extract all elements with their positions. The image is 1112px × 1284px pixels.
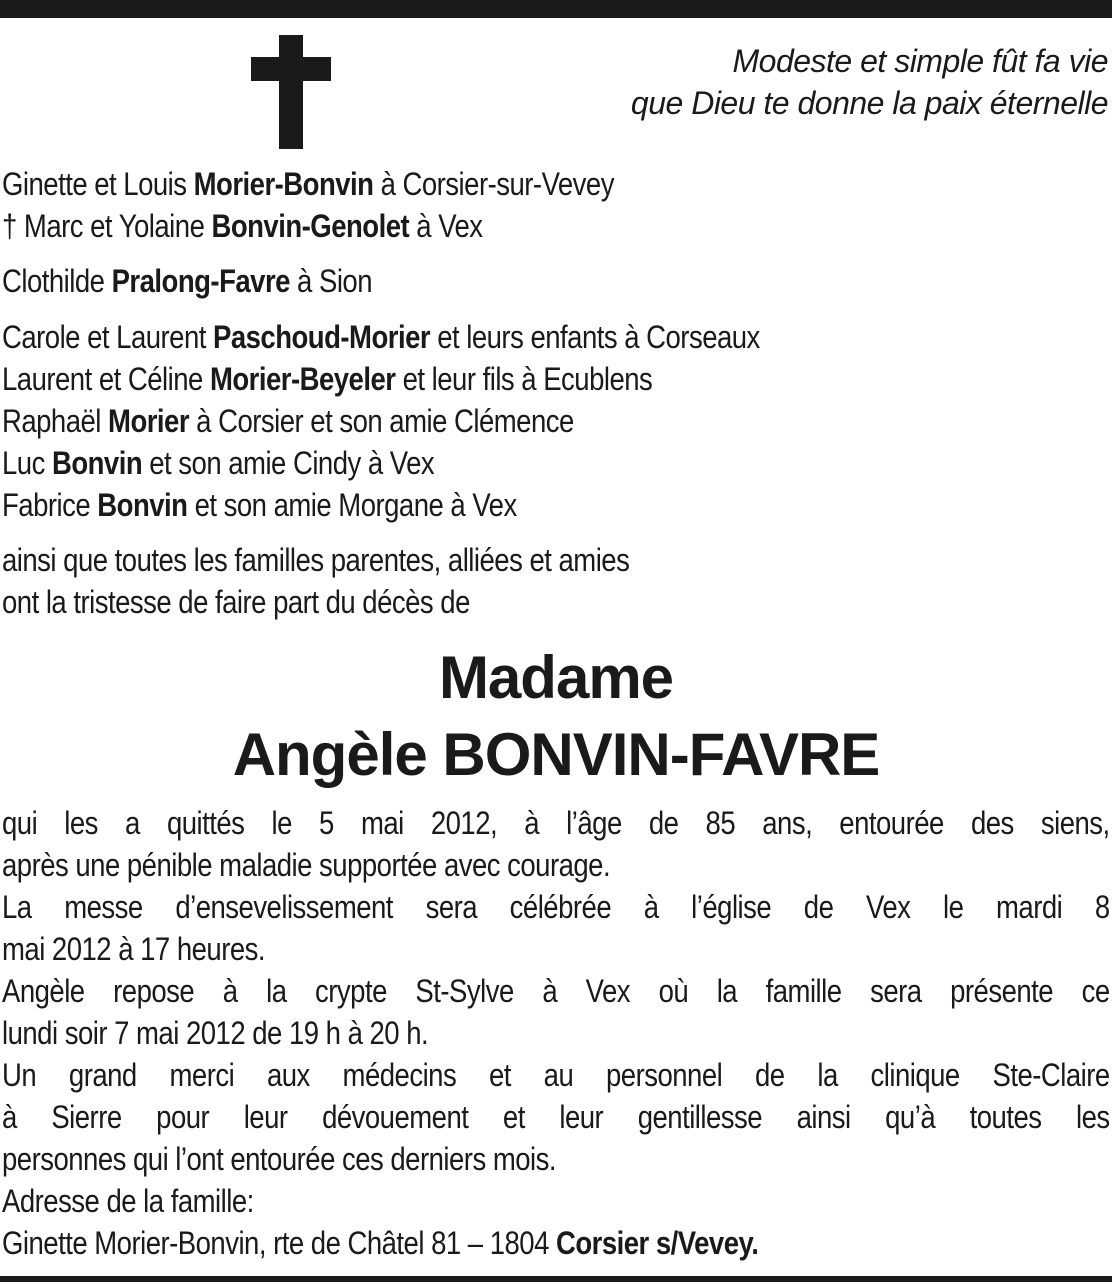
family-line: Ginette et Louis Morier-Bonvin à Corsier-sur-Vevey (2, 166, 614, 202)
cross-icon (251, 35, 331, 149)
bottom-rule (0, 1276, 1112, 1282)
family-line: Carole et Laurent Paschoud-Morier et leurs enfants à Corseaux (2, 319, 760, 355)
body-line: à Sierre pour leur dévouement et leur gentillesse ainsi qu’à toutes les (2, 1099, 1110, 1135)
body-line: lundi soir 7 mai 2012 de 19 h à 20 h. (2, 1015, 429, 1051)
family-address: Ginette Morier-Bonvin, rte de Châtel 81 – 1804 Corsier s/Vevey. (2, 1225, 759, 1261)
body-line: mai 2012 à 17 heures. (2, 931, 266, 967)
body-line: personnes qui l’ont entourée ces derniers mois. (2, 1141, 557, 1177)
body-line: Adresse de la famille: (2, 1183, 254, 1219)
body-line: La messe d’ensevelissement sera célébrée à l’église de Vex le mardi 8 (2, 889, 1110, 925)
body-line: Angèle repose à la crypte St-Sylve à Vex où la famille sera présente ce (2, 973, 1110, 1009)
motto-line-1: Modeste et simple fût fa vie (732, 43, 1108, 79)
body-line: qui les a quittés le 5 mai 2012, à l’âge de 85 ans, entourée des siens, (2, 805, 1110, 841)
family-line: Raphaël Morier à Corsier et son amie Clémence (2, 403, 574, 439)
announcement-line-1: ainsi que toutes les familles parentes, alliées et amies (2, 542, 630, 578)
body-line: après une pénible maladie supportée avec courage. (2, 847, 611, 883)
deceased-name: Angèle BONVIN-FAVRE (232, 721, 880, 788)
body-line: Un grand merci aux médecins et au personnel de la clinique Ste-Claire (2, 1057, 1110, 1093)
family-line: Laurent et Céline Morier-Beyeler et leur fils à Ecublens (2, 361, 653, 397)
deceased-title: Madame (438, 644, 674, 711)
motto (631, 40, 1108, 124)
family-line: Clothilde Pralong-Favre à Sion (2, 263, 373, 299)
family-line: † Marc et Yolaine Bonvin-Genolet à Vex (2, 208, 483, 244)
family-line: Luc Bonvin et son amie Cindy à Vex (2, 445, 435, 481)
top-rule (0, 0, 1112, 18)
family-line: Fabrice Bonvin et son amie Morgane à Vex (2, 487, 517, 523)
announcement-line-2: ont la tristesse de faire part du décès de (2, 584, 470, 620)
motto-line-2: que Dieu te donne la paix éternelle (630, 85, 1108, 121)
